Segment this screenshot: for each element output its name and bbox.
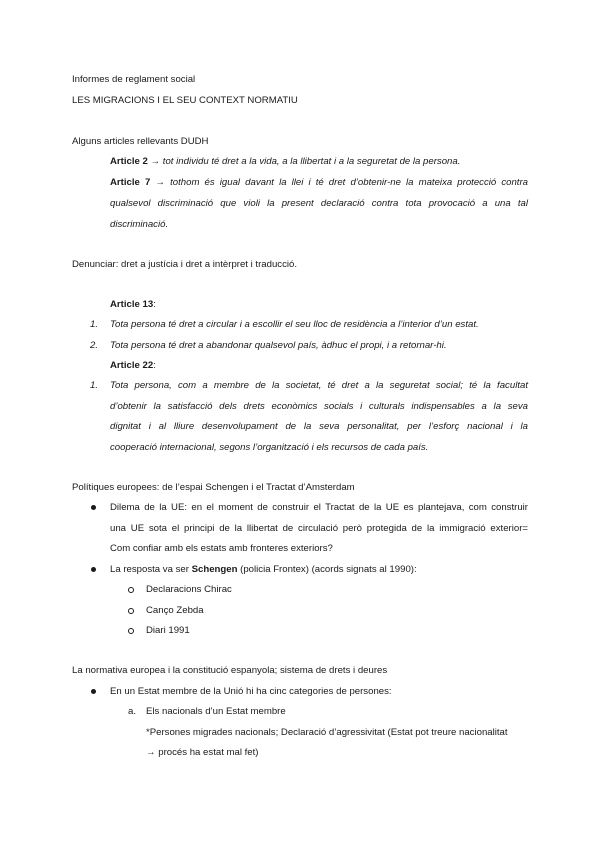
normativa-item-a: Els nacionals d’un Estat membre [146, 706, 286, 717]
sub-item-3: Diari 1991 [146, 625, 190, 636]
article-22-line-2: d’obtenir la satisfacció dels drets econòmics socials i culturals indispensables a la seva [110, 401, 528, 412]
dudh-heading: Alguns articles rellevants DUDH [72, 136, 209, 147]
article-22-line-3: dignitat i al lliure desenvolupament de la seva personalitat, per l’esforç nacional i la [110, 421, 528, 432]
document-title: LES MIGRACIONS I EL SEU CONTEXT NORMATIU [72, 95, 298, 106]
normativa-note-line-2: → procés ha estat mal fet) [146, 747, 259, 758]
article-22-heading [110, 360, 156, 372]
article-7-line-3: discriminació. [110, 219, 169, 230]
article-7-label: Article 7 [110, 177, 151, 188]
bullet-dot-icon [91, 689, 96, 694]
article-13-item-2-number: 2. [90, 340, 99, 351]
denunciar-text: Denunciar: dret a justícia i dret a intèrpret i traducció. [72, 259, 298, 270]
article-7-text-1: → tothom és igual davant la llei i té dret d’obtenir-ne la mateixa protecció contra [155, 177, 528, 188]
politiques-heading: Polítiques europees: de l’espai Schengen i el Tractat d’Amsterdam [72, 482, 355, 493]
article-2-label: Article 2 [110, 156, 148, 167]
dilema-line-2: una UE sota el principi de la llibertat de circulació però protegida de la immigració exterior= [110, 523, 528, 534]
article-7-line-1 [110, 177, 528, 189]
header-subject: Informes de reglament social [72, 74, 196, 85]
dilema-line-3: Com confiar amb els estats amb fronteres exteriors? [110, 543, 333, 554]
article-2 [110, 156, 460, 168]
bullet-circle-icon [128, 608, 134, 614]
article-22-line-1: Tota persona, com a membre de la societat, té dret a la seguretat social; té la facultat [110, 380, 528, 391]
schengen-bold: Schengen [191, 564, 238, 575]
normativa-heading: La normativa europea i la constitució espanyola; sistema de drets i deures [72, 665, 388, 676]
article-22-colon: : [153, 360, 156, 371]
normativa-bullet-1: En un Estat membre de la Unió hi ha cinc categories de persones: [110, 686, 392, 697]
article-13-item-2: Tota persona té dret a abandonar qualsevol país, àdhuc el propi, i a retornar-hi. [110, 340, 447, 351]
dilema-line-1: Dilema de la UE: en el moment de construir el Tractat de la UE es plantejava, com construir [110, 502, 528, 513]
article-7-line-2: qualsevol discriminació que violi la present declaració contra tota provocació a una tal [110, 198, 528, 209]
sub-item-2: Canço Zebda [146, 605, 204, 616]
normativa-note-line-1: *Persones migrades nacionals; Declaració d’agressivitat (Estat pot treure nacionalitat [146, 727, 508, 738]
bullet-circle-icon [128, 587, 134, 593]
article-13-label: Article 13 [110, 299, 154, 310]
schengen-pre: La resposta va ser [110, 564, 189, 575]
list-letter-a: a. [128, 706, 137, 717]
bullet-dot-icon [91, 505, 96, 510]
bullet-dot-icon [91, 567, 96, 572]
article-13-item-1-number: 1. [90, 319, 99, 330]
schengen-line [110, 564, 417, 576]
article-2-text: → tot individu té dret a la vida, a la llibertat i a la seguretat de la persona. [150, 156, 461, 167]
sub-item-1: Declaracions Chirac [146, 584, 232, 595]
article-22-line-4: cooperació internacional, segons l’organització i els recursos de cada país. [110, 442, 429, 453]
schengen-post: (policia Frontex) (acords signats al 1990): [240, 564, 417, 575]
article-13-item-1: Tota persona té dret a circular i a escollir el seu lloc de residència a l’interior d’un estat. [110, 319, 479, 330]
article-22-label: Article 22 [110, 360, 154, 371]
article-13-colon: : [153, 299, 156, 310]
bullet-circle-icon [128, 628, 134, 634]
article-13-heading [110, 299, 156, 311]
article-22-item-number: 1. [90, 380, 99, 391]
